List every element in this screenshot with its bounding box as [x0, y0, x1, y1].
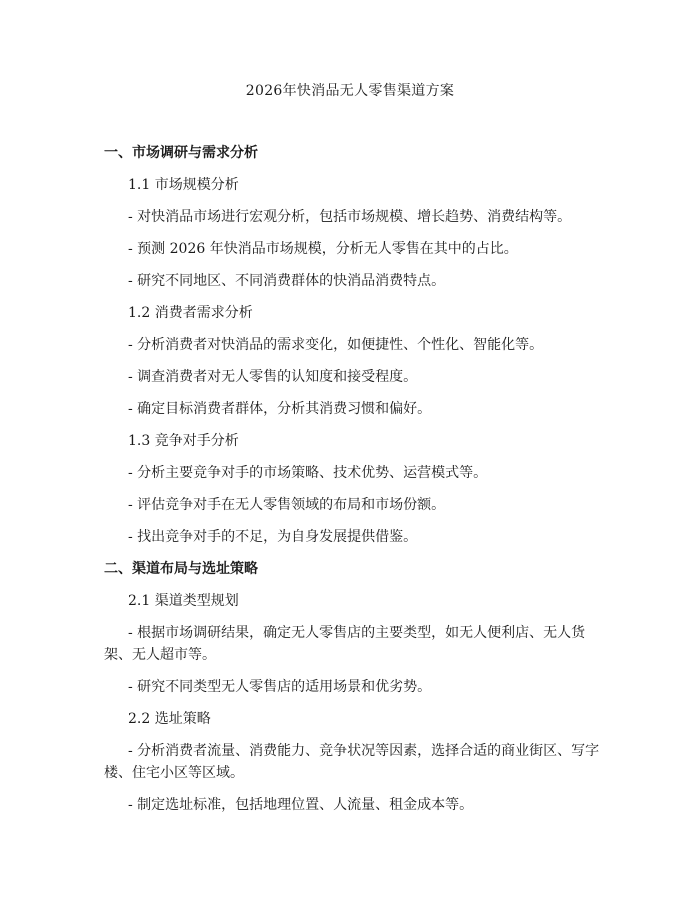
section-channel-layout [104, 558, 604, 816]
list-item: - 研究不同地区、不同消费群体的快消品消费特点。 [128, 273, 446, 289]
subsection-heading: 2.1 渠道类型规划 [128, 593, 239, 609]
list-item: - 分析主要竞争对手的市场策略、技术优势、运营模式等。 [128, 465, 488, 481]
list-item: - 根据市场调研结果，确定无人零售店的主要类型，如无人便利店、无人货架、无人超市等。 [104, 625, 586, 663]
section-heading: 二、渠道布局与选址策略 [104, 561, 258, 577]
document-body [104, 142, 604, 826]
list-item: - 对快消品市场进行宏观分析，包括市场规模、增长趋势、消费结构等。 [128, 209, 572, 225]
list-item: - 分析消费者流量、消费能力、竞争状况等因素，选择合适的商业街区、写字楼、住宅小区等区域。 [104, 743, 600, 781]
document-title: 2026年快消品无人零售渠道方案 [245, 83, 455, 99]
section-market-research [104, 142, 604, 548]
list-item: - 确定目标消费者群体，分析其消费习惯和偏好。 [128, 401, 432, 417]
list-item: - 分析消费者对快消品的需求变化，如便捷性、个性化、智能化等。 [128, 337, 544, 353]
subsection-heading: 1.2 消费者需求分析 [128, 305, 253, 321]
subsection-heading: 1.1 市场规模分析 [128, 177, 239, 193]
list-item: - 预测 2026 年快消品市场规模，分析无人零售在其中的占比。 [128, 241, 518, 257]
subsection-heading: 1.3 竞争对手分析 [128, 433, 239, 449]
list-item: - 找出竞争对手的不足，为自身发展提供借鉴。 [128, 529, 418, 545]
subsection-heading: 2.2 选址策略 [128, 711, 211, 727]
list-item: - 制定选址标准，包括地理位置、人流量、租金成本等。 [128, 797, 474, 813]
list-item: - 研究不同类型无人零售店的适用场景和优劣势。 [128, 679, 432, 695]
list-item: - 评估竞争对手在无人零售领域的布局和市场份额。 [128, 497, 446, 513]
list-item: - 调查消费者对无人零售的认知度和接受程度。 [128, 369, 418, 385]
section-heading: 一、市场调研与需求分析 [104, 145, 258, 161]
